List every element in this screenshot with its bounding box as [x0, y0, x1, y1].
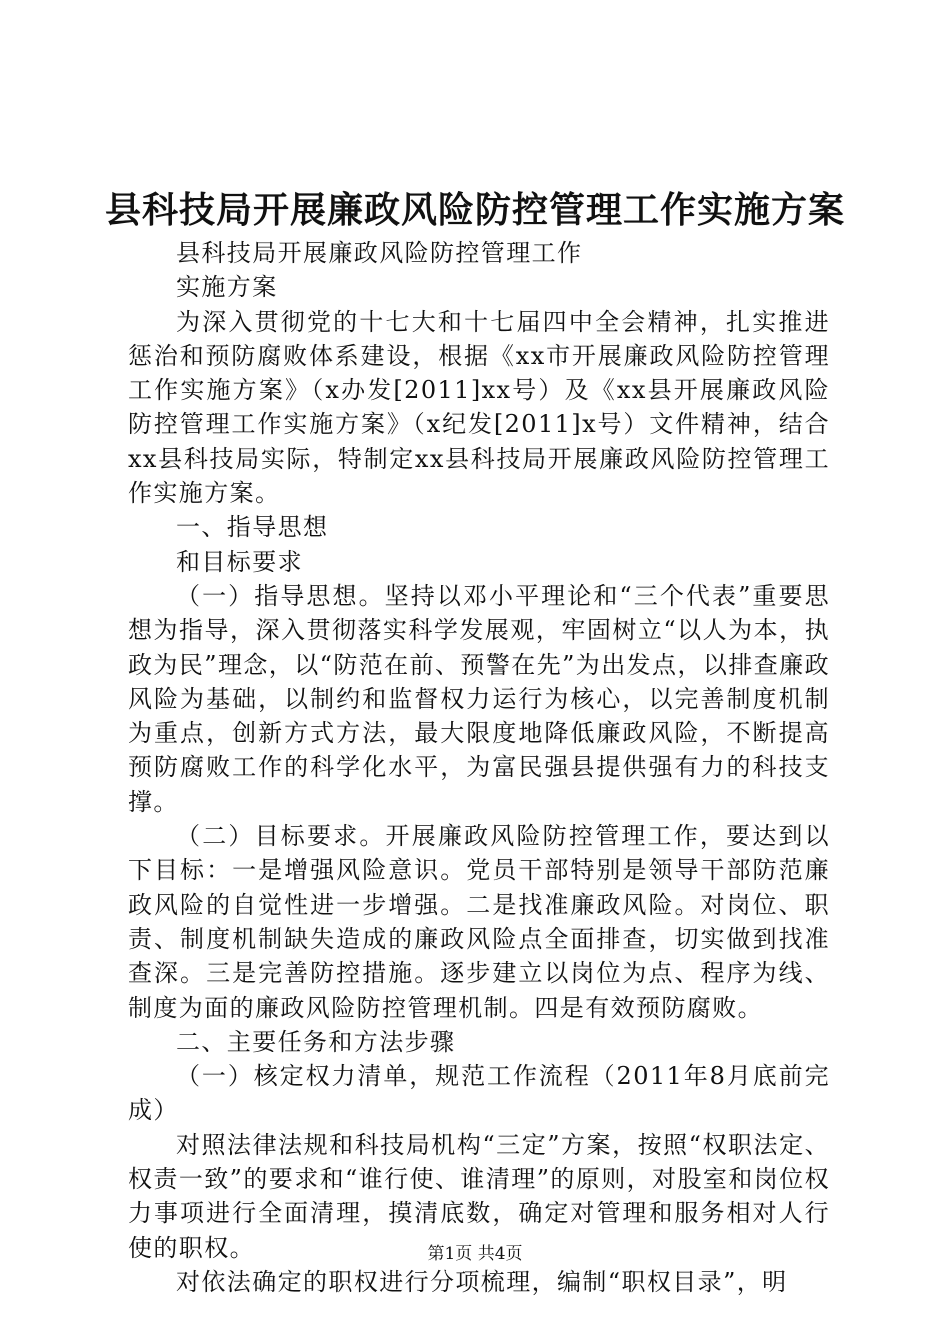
guiding-thought-paragraph: （一）指导思想。坚持以邓小平理论和“三个代表”重要思想为指导，深入贯彻落实科学发展观，牢固树立“以人为本，执政为民”理念，以“防范在前、预警在先”为出发点，以排查廉政风险为基础，以制约和监督权力运行为核心，以完善制度机制为重点，创新方式方法，最大限度地降低廉政风险，不断提高预防腐败工作的科学化水平，为富民强县提供强有力的科技支撑。: [128, 581, 830, 816]
page-footer: 第1页 共4页: [427, 1244, 523, 1264]
subtitle-line-1: 县科技局开展廉政风险防控管理工作: [176, 239, 583, 267]
section-heading-1: 一、指导思想: [176, 513, 329, 542]
section-heading-1-cont: 和目标要求: [176, 547, 303, 576]
subsection-heading-1: （一）核定权力清单，规范工作流程（2011年8月底前完成）: [128, 1062, 830, 1125]
document-title: 县科技局开展廉政风险防控管理工作实施方案: [104, 189, 845, 231]
body-paragraph-1: 对照法律法规和科技局机构“三定”方案，按照“权职法定、权责一致”的要求和“谁行使、谁清理”的原则，对股室和岗位权力事项进行全面清理，摸清底数，确定对管理和服务相对人行使的职权。: [128, 1130, 830, 1262]
section-heading-2: 二、主要任务和方法步骤: [176, 1027, 456, 1056]
intro-paragraph: 为深入贯彻党的十七大和十七届四中全会精神，扎实推进惩治和预防腐败体系建设，根据《xx市开展廉政风险防控管理工作实施方案》（x办发[2011]xx号）及《xx县开展廉政风险防控管理工作实施方案》（x纪发[2011]x号）文件精神，结合xx县科技局实际，特制定xx县科技局开展廉政风险防控管理工作实施方案。: [128, 307, 830, 508]
document-body: [128, 236, 830, 1299]
body-paragraph-2: 对依法确定的职权进行分项梳理，编制“职权目录”，明: [176, 1267, 788, 1296]
subtitle-line-2: 实施方案: [176, 273, 278, 302]
target-requirements-paragraph: （二）目标要求。开展廉政风险防控管理工作，要达到以下目标：一是增强风险意识。党员干部特别是领导干部防范廉政风险的自觉性进一步增强。二是找准廉政风险。对岗位、职责、制度机制缺失造成的廉政风险点全面排查，切实做到找准查深。三是完善防控措施。逐步建立以岗位为点、程序为线、制度为面的廉政风险防控管理机制。四是有效预防腐败。: [128, 822, 830, 1022]
